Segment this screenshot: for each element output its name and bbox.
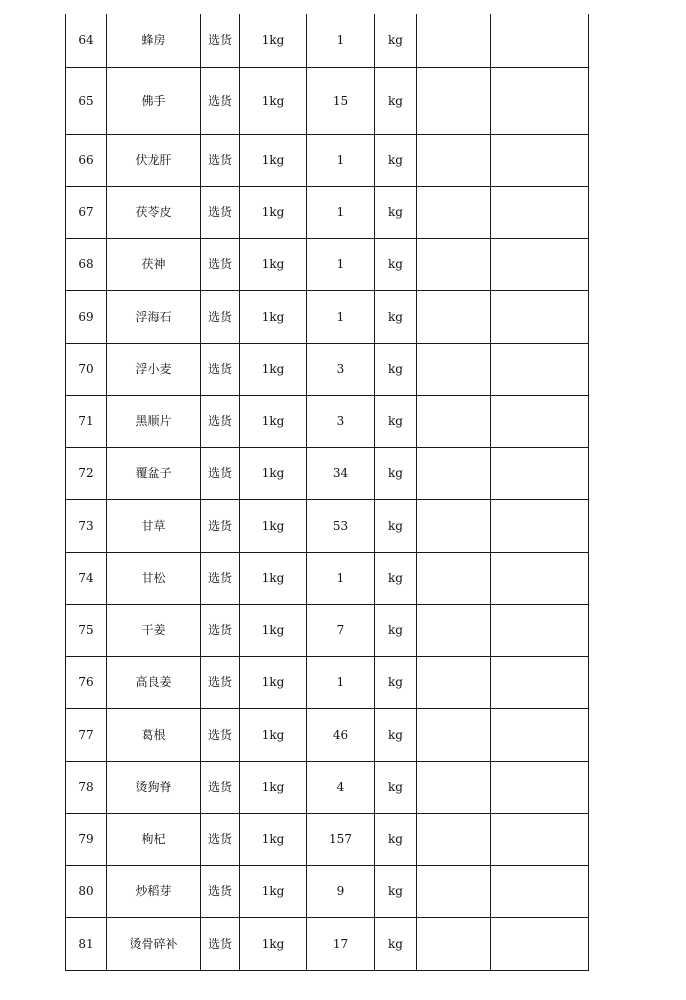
table-row [66, 604, 589, 656]
unit-cell: kg [375, 14, 417, 67]
row-number-cell: 81 [66, 917, 107, 970]
empty-cell [491, 134, 589, 186]
grade-cell: 选货 [201, 761, 240, 813]
grade-cell: 选货 [201, 134, 240, 186]
unit-cell: kg [375, 186, 417, 238]
row-number-cell: 65 [66, 67, 107, 134]
empty-cell [417, 813, 491, 865]
item-name-cell: 茯苓皮 [107, 186, 201, 238]
row-number-cell: 80 [66, 865, 107, 917]
unit-cell: kg [375, 917, 417, 970]
grade-cell: 选货 [201, 343, 240, 395]
empty-cell [417, 14, 491, 67]
grade-cell: 选货 [201, 447, 240, 499]
grade-cell: 选货 [201, 499, 240, 552]
inventory-table [65, 14, 589, 971]
empty-cell [491, 917, 589, 970]
unit-cell: kg [375, 708, 417, 761]
table-row [66, 238, 589, 290]
spec-cell: 1kg [240, 14, 307, 67]
unit-cell: kg [375, 134, 417, 186]
spec-cell: 1kg [240, 395, 307, 447]
grade-cell: 选货 [201, 604, 240, 656]
quantity-cell: 3 [307, 395, 375, 447]
empty-cell [417, 761, 491, 813]
empty-cell [417, 186, 491, 238]
table-row [66, 708, 589, 761]
row-number-cell: 67 [66, 186, 107, 238]
empty-cell [417, 290, 491, 343]
empty-cell [417, 499, 491, 552]
row-number-cell: 78 [66, 761, 107, 813]
spec-cell: 1kg [240, 67, 307, 134]
empty-cell [491, 395, 589, 447]
unit-cell: kg [375, 395, 417, 447]
unit-cell: kg [375, 552, 417, 604]
empty-cell [417, 917, 491, 970]
row-number-cell: 68 [66, 238, 107, 290]
unit-cell: kg [375, 290, 417, 343]
quantity-cell: 15 [307, 67, 375, 134]
grade-cell: 选货 [201, 290, 240, 343]
item-name-cell: 浮小麦 [107, 343, 201, 395]
row-number-cell: 79 [66, 813, 107, 865]
unit-cell: kg [375, 813, 417, 865]
spec-cell: 1kg [240, 290, 307, 343]
spec-cell: 1kg [240, 343, 307, 395]
unit-cell: kg [375, 865, 417, 917]
item-name-cell: 烫骨碎补 [107, 917, 201, 970]
table-body [66, 14, 589, 970]
item-name-cell: 甘松 [107, 552, 201, 604]
unit-cell: kg [375, 761, 417, 813]
grade-cell: 选货 [201, 186, 240, 238]
empty-cell [491, 499, 589, 552]
quantity-cell: 7 [307, 604, 375, 656]
quantity-cell: 1 [307, 238, 375, 290]
spec-cell: 1kg [240, 656, 307, 708]
item-name-cell: 伏龙肝 [107, 134, 201, 186]
empty-cell [417, 343, 491, 395]
empty-cell [417, 604, 491, 656]
empty-cell [417, 67, 491, 134]
item-name-cell: 佛手 [107, 67, 201, 134]
spec-cell: 1kg [240, 708, 307, 761]
row-number-cell: 74 [66, 552, 107, 604]
quantity-cell: 34 [307, 447, 375, 499]
quantity-cell: 17 [307, 917, 375, 970]
empty-cell [491, 67, 589, 134]
unit-cell: kg [375, 447, 417, 499]
empty-cell [491, 708, 589, 761]
grade-cell: 选货 [201, 395, 240, 447]
inventory-table-page [65, 14, 588, 971]
item-name-cell: 浮海石 [107, 290, 201, 343]
empty-cell [417, 447, 491, 499]
empty-cell [417, 552, 491, 604]
table-row [66, 499, 589, 552]
spec-cell: 1kg [240, 447, 307, 499]
empty-cell [417, 238, 491, 290]
item-name-cell: 烫狗脊 [107, 761, 201, 813]
quantity-cell: 1 [307, 14, 375, 67]
table-row [66, 813, 589, 865]
table-row [66, 343, 589, 395]
spec-cell: 1kg [240, 552, 307, 604]
empty-cell [491, 447, 589, 499]
table-row [66, 67, 589, 134]
empty-cell [417, 656, 491, 708]
empty-cell [417, 395, 491, 447]
grade-cell: 选货 [201, 813, 240, 865]
grade-cell: 选货 [201, 865, 240, 917]
empty-cell [417, 708, 491, 761]
table-row [66, 395, 589, 447]
empty-cell [491, 604, 589, 656]
row-number-cell: 66 [66, 134, 107, 186]
row-number-cell: 76 [66, 656, 107, 708]
quantity-cell: 1 [307, 552, 375, 604]
quantity-cell: 46 [307, 708, 375, 761]
empty-cell [491, 656, 589, 708]
quantity-cell: 53 [307, 499, 375, 552]
grade-cell: 选货 [201, 708, 240, 761]
row-number-cell: 73 [66, 499, 107, 552]
item-name-cell: 蜂房 [107, 14, 201, 67]
item-name-cell: 干姜 [107, 604, 201, 656]
empty-cell [491, 290, 589, 343]
unit-cell: kg [375, 67, 417, 134]
row-number-cell: 69 [66, 290, 107, 343]
quantity-cell: 3 [307, 343, 375, 395]
item-name-cell: 黑顺片 [107, 395, 201, 447]
empty-cell [491, 14, 589, 67]
quantity-cell: 157 [307, 813, 375, 865]
table-row [66, 552, 589, 604]
spec-cell: 1kg [240, 761, 307, 813]
item-name-cell: 炒稻芽 [107, 865, 201, 917]
table-row [66, 186, 589, 238]
quantity-cell: 1 [307, 290, 375, 343]
spec-cell: 1kg [240, 604, 307, 656]
item-name-cell: 葛根 [107, 708, 201, 761]
grade-cell: 选货 [201, 656, 240, 708]
table-row [66, 134, 589, 186]
table-row [66, 917, 589, 970]
quantity-cell: 1 [307, 186, 375, 238]
empty-cell [417, 134, 491, 186]
quantity-cell: 9 [307, 865, 375, 917]
spec-cell: 1kg [240, 865, 307, 917]
item-name-cell: 甘草 [107, 499, 201, 552]
quantity-cell: 4 [307, 761, 375, 813]
table-row [66, 14, 589, 67]
unit-cell: kg [375, 499, 417, 552]
item-name-cell: 覆盆子 [107, 447, 201, 499]
grade-cell: 选货 [201, 67, 240, 134]
item-name-cell: 高良姜 [107, 656, 201, 708]
grade-cell: 选货 [201, 917, 240, 970]
row-number-cell: 77 [66, 708, 107, 761]
table-row [66, 290, 589, 343]
row-number-cell: 70 [66, 343, 107, 395]
unit-cell: kg [375, 343, 417, 395]
spec-cell: 1kg [240, 186, 307, 238]
item-name-cell: 枸杞 [107, 813, 201, 865]
row-number-cell: 75 [66, 604, 107, 656]
unit-cell: kg [375, 238, 417, 290]
grade-cell: 选货 [201, 552, 240, 604]
empty-cell [491, 186, 589, 238]
unit-cell: kg [375, 656, 417, 708]
spec-cell: 1kg [240, 238, 307, 290]
row-number-cell: 72 [66, 447, 107, 499]
spec-cell: 1kg [240, 917, 307, 970]
empty-cell [491, 761, 589, 813]
empty-cell [491, 238, 589, 290]
row-number-cell: 71 [66, 395, 107, 447]
spec-cell: 1kg [240, 813, 307, 865]
empty-cell [491, 343, 589, 395]
quantity-cell: 1 [307, 134, 375, 186]
spec-cell: 1kg [240, 134, 307, 186]
item-name-cell: 茯神 [107, 238, 201, 290]
quantity-cell: 1 [307, 656, 375, 708]
grade-cell: 选货 [201, 14, 240, 67]
table-row [66, 865, 589, 917]
unit-cell: kg [375, 604, 417, 656]
grade-cell: 选货 [201, 238, 240, 290]
row-number-cell: 64 [66, 14, 107, 67]
empty-cell [491, 552, 589, 604]
empty-cell [417, 865, 491, 917]
table-row [66, 447, 589, 499]
table-row [66, 656, 589, 708]
spec-cell: 1kg [240, 499, 307, 552]
table-row [66, 761, 589, 813]
empty-cell [491, 865, 589, 917]
empty-cell [491, 813, 589, 865]
